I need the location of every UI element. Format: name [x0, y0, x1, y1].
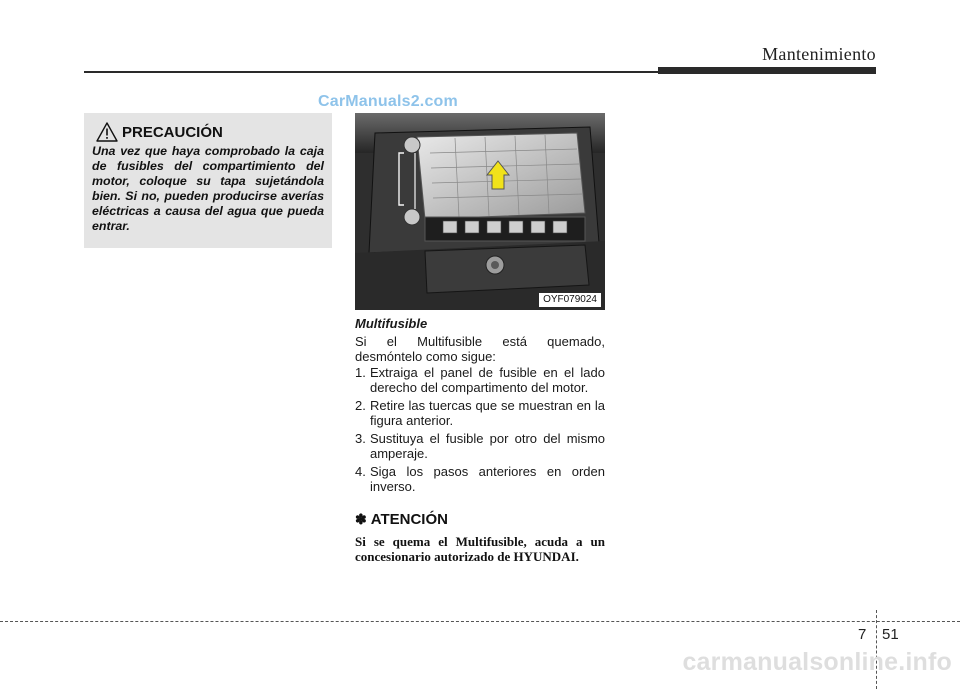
watermark-top: CarManuals2.com [318, 93, 458, 110]
step-number: 4. [355, 464, 366, 479]
step-item [355, 365, 605, 395]
step-item [355, 431, 605, 461]
section-title: Mantenimiento [762, 44, 876, 64]
step-text: Extraiga el panel de fusible en el lado derecho del compartimento del motor. [370, 365, 605, 395]
attention-text: Si se quema el Multifusible, acuda a un concesionario autorizado de HYUNDAI. [355, 534, 605, 564]
warning-triangle-icon [96, 122, 118, 142]
multifuse-intro-line1: Si el Multifusible está quemado, [355, 334, 605, 349]
asterisk-icon: ✽ [355, 511, 367, 527]
attention-title: ATENCIÓN [370, 511, 448, 528]
header-rule [84, 71, 660, 73]
step-text: Retire las tuercas que se muestran en la figura anterior. [370, 398, 605, 428]
step-number: 1. [355, 365, 366, 380]
header-rule-thick [658, 67, 876, 74]
figure-code: OYF079024 [539, 293, 601, 307]
step-number: 3. [355, 431, 366, 446]
caution-text: Una vez que haya comprobado la caja de fusibles del compartimiento del motor, coloque su tapa sujetándola bien. Si no, pueden producirse averías eléctricas a causa del agua que pueda entrar. [92, 144, 324, 233]
fuse-box-illustration [355, 113, 605, 310]
step-item [355, 398, 605, 428]
chapter-number: 7 [858, 626, 867, 643]
step-item [355, 464, 605, 494]
page-number: 51 [882, 626, 899, 643]
attention-header [355, 511, 605, 528]
caution-box [84, 113, 332, 248]
caution-header [96, 122, 324, 142]
caution-title: PRECAUCIÓN [122, 123, 223, 141]
multifuse-steps [355, 365, 605, 497]
step-text: Sustituya el fusible por otro del mismo amperaje. [370, 431, 605, 461]
multifuse-intro [355, 334, 605, 364]
multifuse-intro-line2: desmóntelo como sigue: [355, 349, 496, 364]
step-text: Siga los pasos anteriores en orden inverso. [370, 464, 605, 494]
step-number: 2. [355, 398, 366, 413]
footer-rule [0, 621, 960, 622]
multifuse-heading: Multifusible [355, 316, 428, 331]
watermark-bottom: carmanualsonline.info [682, 648, 952, 676]
fuse-box-photo [355, 113, 605, 310]
